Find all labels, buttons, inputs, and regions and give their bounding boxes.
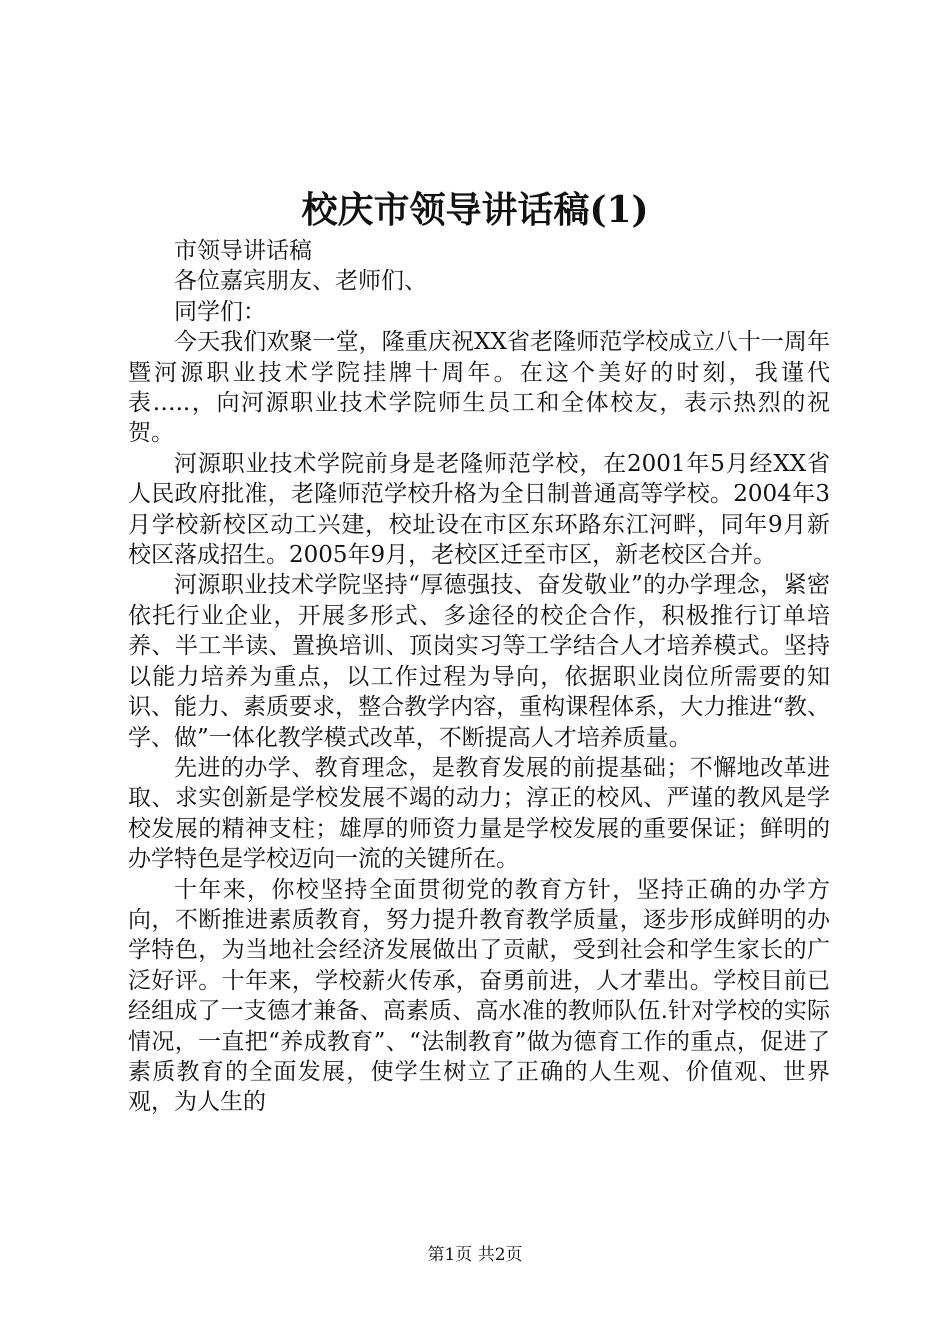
paragraph-philosophy: 河源职业技术学院坚持“厚德强技、奋发敬业”的办学理念，紧密依托行业企业，开展多形式、多途径的校企合作，积极推行订单培养、半工半读、置换培训、顶岗实习等工学结合人才培养模式。坚持以能力培养为重点，以工作过程为导向，依据职业岗位所需要的知识、能力、素质要求，整合教学内容，重构课程体系，大力推进“教、学、做”一体化教学模式改革，不断提高人才培养质量。 [128, 572, 830, 751]
paragraph-achievements: 十年来，你校坚持全面贯彻党的教育方针，坚持正确的办学方向，不断推进素质教育，努力提升教育教学质量，逐步形成鲜明的办学特色，为当地社会经济发展做出了贡献，受到社会和学生家长的广泛好评。十年来，学校薪火传承，奋勇前进，人才辈出。学校目前已经组成了一支德才兼备、高素质、高水准的教师队伍.针对学校的实际情况，一直把“养成教育”、“法制教育”做为德育工作的重点，促进了素质教育的全面发展，使学生树立了正确的人生观、价值观、世界观，为人生的 [128, 876, 830, 1116]
document-title: 校庆市领导讲话稿(1) [301, 189, 649, 231]
paragraph-opening: 今天我们欢聚一堂，隆重庆祝XX省老隆师范学校成立八十一周年暨河源职业技术学院挂牌十周年。在这个美好的时刻，我谨代表…..，向河源职业技术学院师生员工和全体校友，表示热烈的祝贺。 [128, 329, 830, 447]
paragraph-heading: 市领导讲话稿 [174, 238, 312, 264]
paragraph-salutation: 各位嘉宾朋友、老师们、 [174, 268, 427, 295]
paragraph-history: 河源职业技术学院前身是老隆师范学校，在2001年5月经XX省人民政府批准，老隆师范学校升格为全日制普通高等学校。2004年3月学校新校区动工兴建，校址设在市区东环路东江河畔，同年9月新校区落成招生。2005年9月，老校区迁至市区，新老校区合并。 [128, 450, 830, 569]
page-footer: 第1页 共2页 [427, 1245, 523, 1265]
document-body [128, 236, 830, 1118]
paragraph-principles: 先进的办学、教育理念，是教育发展的前提基础；不懈地改革进取、求实创新是学校发展不竭的动力；淳正的校风、严谨的教风是学校发展的精神支柱；雄厚的师资力量是学校发展的重要保证；鲜明的办学特色是学校迈向一流的关键所在。 [128, 754, 830, 873]
paragraph-salutation-cont: 同学们： [174, 298, 266, 325]
